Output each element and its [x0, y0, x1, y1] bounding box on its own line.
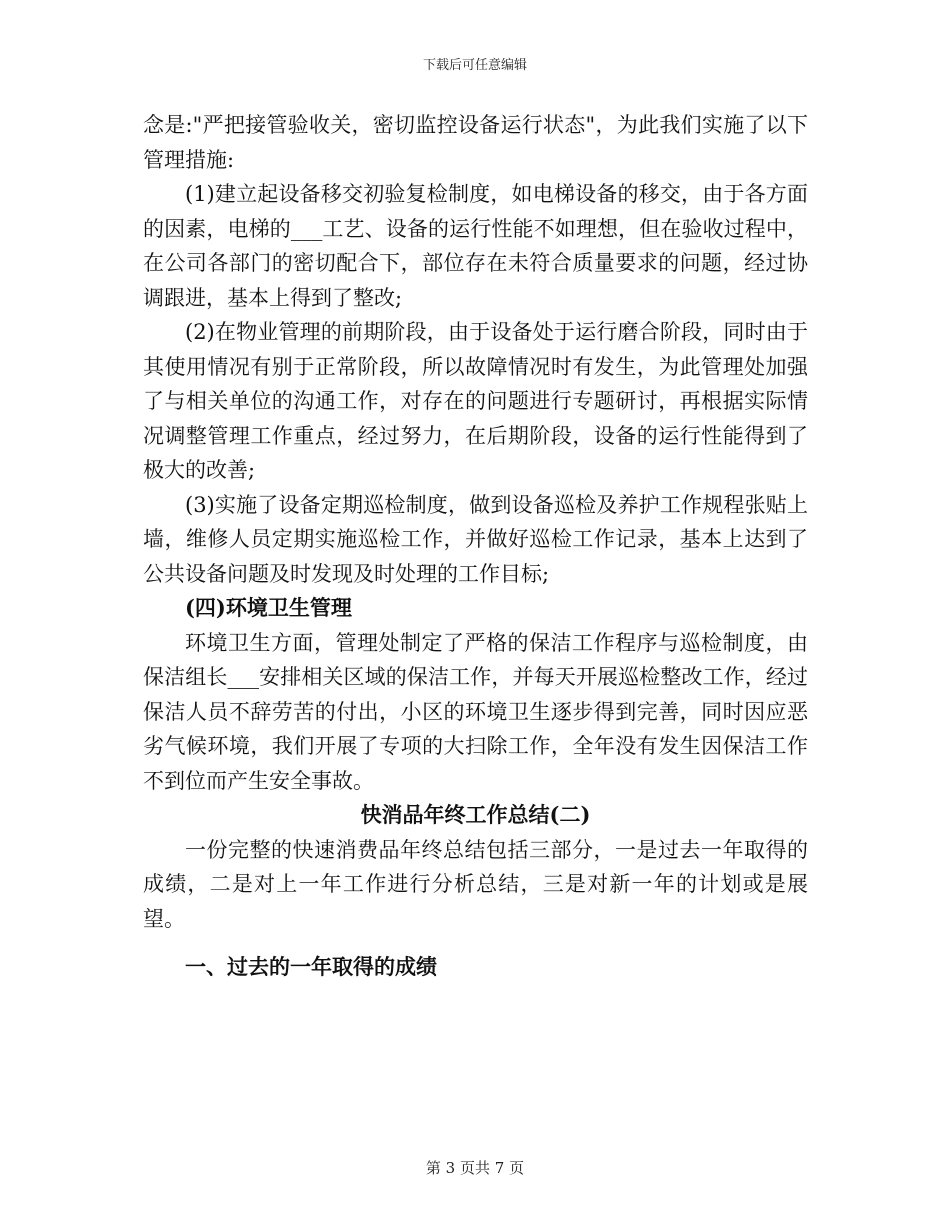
paragraph-environment: 环境卫生方面，管理处制定了严格的保洁工作程序与巡检制度，由保洁组长___安排相关区域的保洁工作，并每天开展巡检整改工作，经过保洁人员不辞劳苦的付出，小区的环境卫生逐步得到完善，同时因应恶劣气候环境，我们开展了专项的大扫除工作，全年没有发生因保洁工作不到位而产生安全事故。 [143, 630, 808, 793]
paragraph-item-3: (3)实施了设备定期巡检制度，做到设备巡检及养护工作规程张贴上墙，维修人员定期实施巡检工作，并做好巡检工作记录，基本上达到了公共设备问题及时发现及时处理的工作目标; [143, 492, 808, 586]
header-note: 下载后可任意编辑 [422, 58, 527, 73]
paragraph-item-2: (2)在物业管理的前期阶段，由于设备处于运行磨合阶段，同时由于其使用情况有别于正常阶段，所以故障情况时有发生，为此管理处加强了与相关单位的沟通工作，对存在的问题进行专题研讨，再根据实际情况调整管理工作重点，经过努力，在后期阶段，设备的运行性能得到了极大的改善; [143, 320, 808, 482]
paragraph-item-1: (1)建立起设备移交初验复检制度，如电梯设备的移交，由于各方面的因素，电梯的___工艺、设备的运行性能不如理想，但在验收过程中，在公司各部门的密切配合下，部位存在未符合质量要求的问题，经过协调跟进，基本上得到了整改; [143, 182, 808, 310]
page-number: 第 3 页共 7 页 [425, 1159, 525, 1177]
paragraph-intro: 念是:"严把接管验收关，密切监控设备运行状态"，为此我们实施了以下管理措施: [143, 113, 808, 172]
section-heading-environment: (四)环境卫生管理 [185, 595, 352, 620]
document-title: 快消品年终工作总结(二) [360, 802, 591, 827]
paragraph-summary-intro: 一份完整的快速消费品年终总结包括三部分，一是过去一年取得的成绩，二是对上一年工作进行分析总结，三是对新一年的计划或是展望。 [143, 837, 808, 931]
section-heading-achievements: 一、过去的一年取得的成绩 [185, 954, 437, 979]
document-body [143, 108, 808, 985]
